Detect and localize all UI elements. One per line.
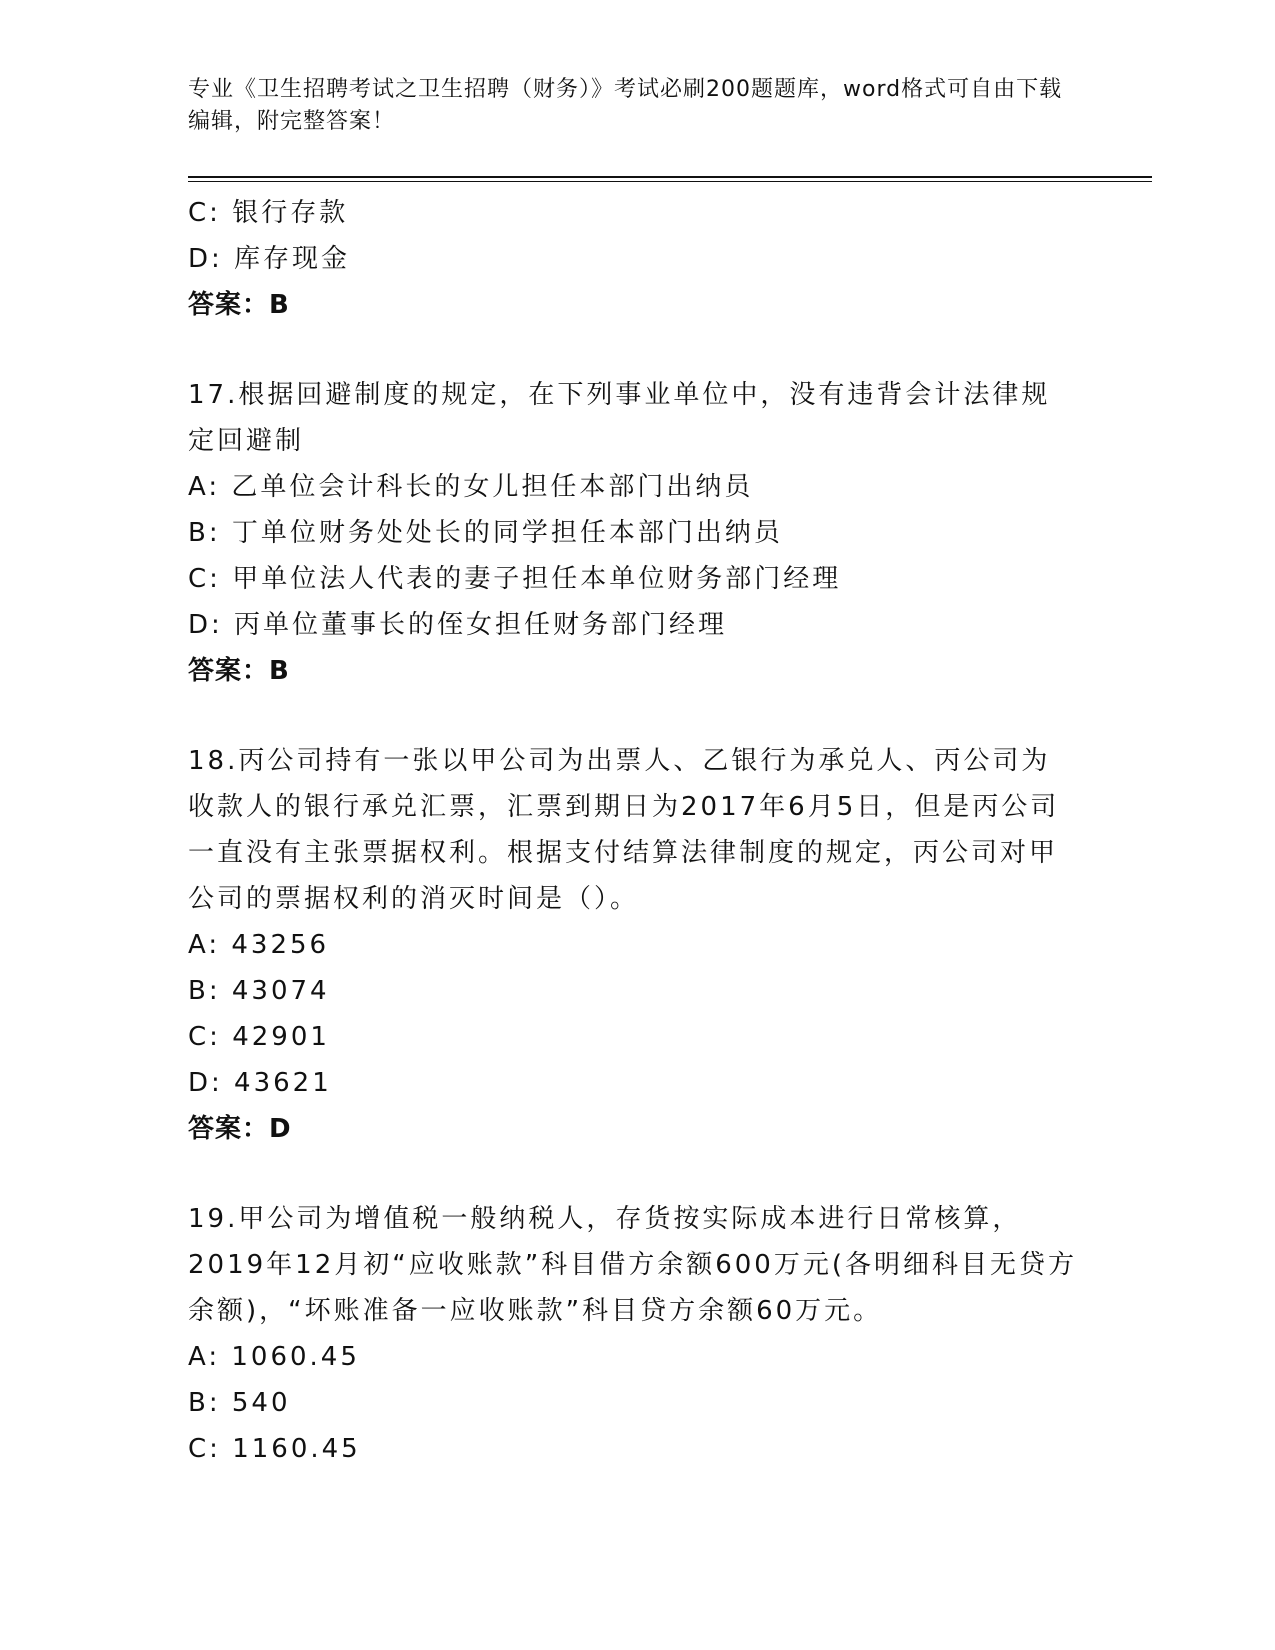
- option-b: [188, 510, 1088, 556]
- option-label: D:: [188, 244, 223, 274]
- option-text: 丁单位财务处处长的同学担任本部门出纳员: [231, 518, 783, 548]
- option-c: [188, 190, 1088, 236]
- option-d: [188, 1060, 1088, 1106]
- question-stem: 17.根据回避制度的规定，在下列事业单位中，没有违背会计法律规定回避制: [188, 380, 1051, 456]
- option-text: 丙单位董事长的侄女担任财务部门经理: [234, 610, 728, 640]
- question-17: [188, 372, 1088, 694]
- option-text: 1060.45: [231, 1342, 360, 1372]
- option-label: C:: [188, 564, 221, 594]
- question-19: [188, 1196, 1088, 1472]
- option-text: 银行存款: [232, 198, 349, 228]
- option-c: [188, 556, 1088, 602]
- option-text: 库存现金: [234, 244, 351, 274]
- option-label: A:: [188, 472, 221, 502]
- option-c: [188, 1014, 1088, 1060]
- option-text: 甲单位法人代表的妻子担任本单位财务部门经理: [232, 564, 842, 594]
- option-d: [188, 236, 1088, 282]
- option-d: [188, 602, 1088, 648]
- answer-line: 答案：D: [188, 1114, 292, 1144]
- option-label: D:: [188, 610, 223, 640]
- document-header: 专业《卫生招聘考试之卫生招聘（财务）》考试必刷200题题库，word格式可自由下载编辑，附完整答案！: [188, 77, 1063, 134]
- option-label: A:: [188, 930, 221, 960]
- question-18: [188, 738, 1088, 1152]
- spacer: [188, 328, 1088, 372]
- option-a: [188, 1334, 1088, 1380]
- option-label: D:: [188, 1068, 223, 1098]
- option-text: 540: [231, 1388, 291, 1418]
- header-divider-thin: [188, 181, 1152, 182]
- option-text: 43256: [231, 930, 330, 960]
- option-label: B:: [188, 976, 221, 1006]
- answer-line: 答案：B: [188, 290, 290, 320]
- option-label: C:: [188, 1434, 221, 1464]
- option-c: [188, 1426, 1088, 1472]
- option-b: [188, 968, 1088, 1014]
- spacer: [188, 694, 1088, 738]
- option-label: B:: [188, 1388, 221, 1418]
- question-stem: 19.甲公司为增值税一般纳税人，存货按实际成本进行日常核算，2019年12月初“应收账款”科目借方余额600万元(各明细科目无贷方余额)，“坏账准备一应收账款”科目贷方余额60万元。: [188, 1204, 1077, 1326]
- option-label: A:: [188, 1342, 221, 1372]
- question-stem: 18.丙公司持有一张以甲公司为出票人、乙银行为承兑人、丙公司为收款人的银行承兑汇票，汇票到期日为2017年6月5日，但是丙公司一直没有主张票据权利。根据支付结算法律制度的规定，丙公司对甲公司的票据权利的消灭时间是（）。: [188, 746, 1060, 914]
- option-label: C:: [188, 1022, 221, 1052]
- option-b: [188, 1380, 1088, 1426]
- document-body: [188, 190, 1088, 1472]
- header-divider-thick: [188, 176, 1152, 178]
- option-text: 1160.45: [232, 1434, 361, 1464]
- option-a: [188, 464, 1088, 510]
- option-text: 43074: [231, 976, 330, 1006]
- spacer: [188, 1152, 1088, 1196]
- question-16-continued: [188, 190, 1088, 328]
- option-text: 42901: [232, 1022, 330, 1052]
- option-a: [188, 922, 1088, 968]
- option-label: B:: [188, 518, 221, 548]
- answer-line: 答案：B: [188, 656, 290, 686]
- option-text: 乙单位会计科长的女儿担任本部门出纳员: [231, 472, 754, 502]
- option-text: 43621: [234, 1068, 332, 1098]
- option-label: C:: [188, 198, 221, 228]
